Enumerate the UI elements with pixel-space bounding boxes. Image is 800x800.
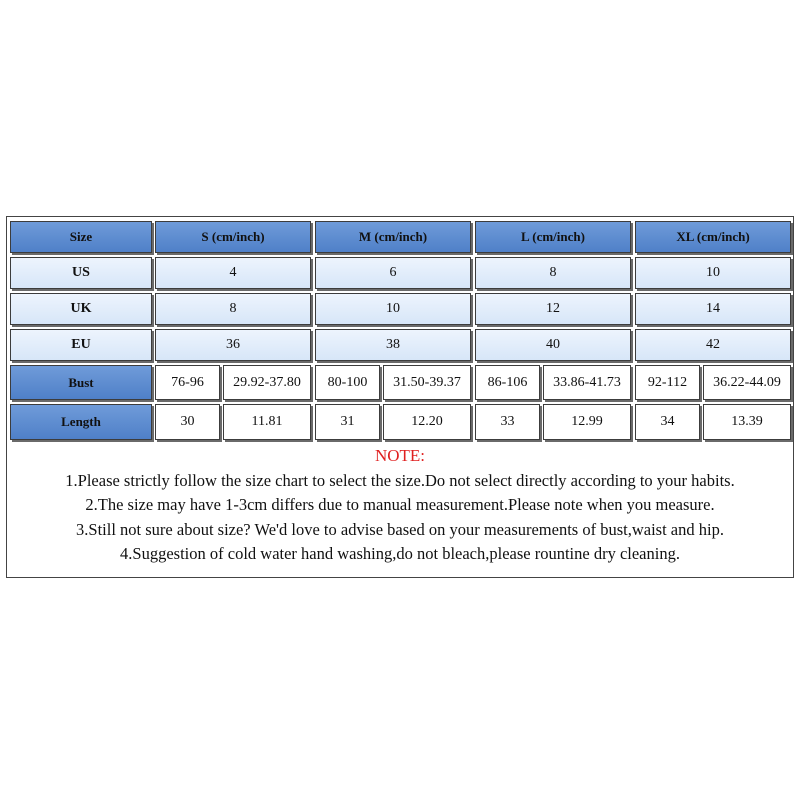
- bust-s-inch: 29.92-37.80: [223, 365, 311, 400]
- us-m: 6: [315, 257, 471, 289]
- header-col-s: S (cm/inch): [155, 221, 311, 253]
- us-s: 4: [155, 257, 311, 289]
- note-item-1: 1.Please strictly follow the size chart to select the size.Do not select directly according to your habits.: [65, 470, 735, 490]
- note-item-3: 3.Still not sure about size? We'd love to advise based on your measurements of bust,waist and hip.: [76, 519, 724, 539]
- notes-section: [7, 444, 793, 567]
- us-l: 8: [475, 257, 631, 289]
- length-s-cm: 30: [155, 404, 220, 440]
- uk-l: 12: [475, 293, 631, 325]
- bust-s-cm: 76-96: [155, 365, 220, 400]
- header-col-xl: XL (cm/inch): [635, 221, 791, 253]
- note-title: NOTE:: [374, 446, 426, 465]
- bust-l-cm: 86-106: [475, 365, 540, 400]
- length-m-cm: 31: [315, 404, 380, 440]
- uk-m: 10: [315, 293, 471, 325]
- row-label-uk: UK: [10, 293, 152, 325]
- row-label-us: US: [10, 257, 152, 289]
- note-item-4: 4.Suggestion of cold water hand washing,do not bleach,please rountine dry cleaning.: [120, 544, 680, 563]
- header-col-l: L (cm/inch): [475, 221, 631, 253]
- length-s-inch: 11.81: [223, 404, 311, 440]
- header-col-m: M (cm/inch): [315, 221, 471, 253]
- eu-m: 38: [315, 329, 471, 361]
- bust-xl-cm: 92-112: [635, 365, 700, 400]
- length-xl-inch: 13.39: [703, 404, 791, 440]
- eu-s: 36: [155, 329, 311, 361]
- length-xl-cm: 34: [635, 404, 700, 440]
- row-label-bust: Bust: [10, 365, 152, 400]
- eu-xl: 42: [635, 329, 791, 361]
- row-label-eu: EU: [10, 329, 152, 361]
- uk-xl: 14: [635, 293, 791, 325]
- length-l-inch: 12.99: [543, 404, 631, 440]
- bust-xl-inch: 36.22-44.09: [703, 365, 791, 400]
- row-label-length: Length: [10, 404, 152, 440]
- uk-s: 8: [155, 293, 311, 325]
- bust-m-cm: 80-100: [315, 365, 380, 400]
- bust-l-inch: 33.86-41.73: [543, 365, 631, 400]
- length-l-cm: 33: [475, 404, 540, 440]
- header-size-label: Size: [10, 221, 152, 253]
- eu-l: 40: [475, 329, 631, 361]
- note-item-2: 2.The size may have 1-3cm differs due to manual measurement.Please note when you measure.: [85, 495, 715, 514]
- us-xl: 10: [635, 257, 791, 289]
- bust-m-inch: 31.50-39.37: [383, 365, 471, 400]
- length-m-inch: 12.20: [383, 404, 471, 440]
